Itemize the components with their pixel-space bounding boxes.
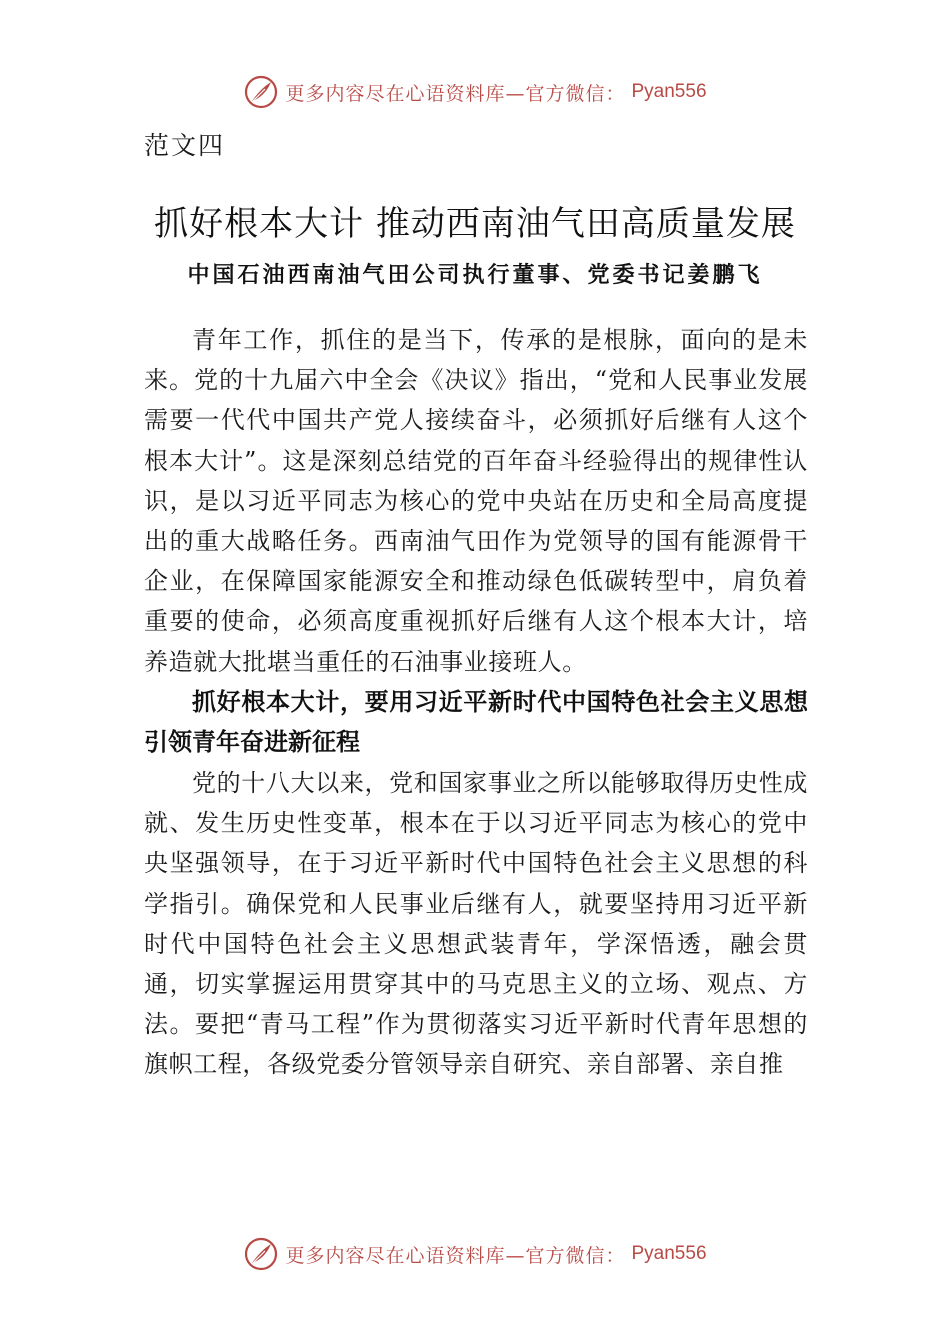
- watermark-text: 更多内容尽在心语资料库—官方微信：: [285, 1244, 626, 1267]
- feather-logo-icon: [243, 74, 279, 110]
- section-heading-1: 抓好根本大计，要用习近平新时代中国特色社会主义思想引领青年奋进新征程: [144, 688, 808, 756]
- watermark-contact: Pyan556: [631, 1243, 707, 1264]
- feather-logo-icon: [243, 1236, 279, 1272]
- paragraph-1: 青年工作，抓住的是当下，传承的是根脉，面向的是未来。党的十九届六中全会《决议》指出，“党和人民事业发展需要一代代中国共产党人接续奋斗，必须抓好后继有人这个根本大计”。这是深刻总结党的百年奋斗经验得出的规律性认识，是以习近平同志为核心的党中央站在历史和全局高度提出的重大战略任务。西南油气田作为党领导的国有能源骨干企业，在保障国家能源安全和推动绿色低碳转型中，肩负着重要的使命，必须高度重视抓好后继有人这个根本大计，培养造就大批堪当重任的石油事业接班人。: [144, 326, 808, 676]
- footer-watermark: [0, 1234, 950, 1274]
- header-watermark: [0, 72, 950, 112]
- document-title: 抓好根本大计 推动西南油气田高质量发展: [154, 204, 796, 244]
- paragraph-2: 党的十八大以来，党和国家事业之所以能够取得历史性成就、发生历史性变革，根本在于以习近平同志为核心的党中央坚强领导，在于习近平新时代中国特色社会主义思想的科学指引。确保党和人民事业后继有人，就要坚持用习近平新时代中国特色社会主义思想武装青年，学深悟透，融会贯通，切实掌握运用贯穿其中的马克思主义的立场、观点、方法。要把“青马工程”作为贯彻落实习近平新时代青年思想的旗帜工程，各级党委分管领导亲自研究、亲自部署、亲自推: [144, 769, 808, 1079]
- watermark-contact: Pyan556: [631, 81, 707, 102]
- document-label: 范文四: [144, 131, 226, 160]
- document-subtitle: 中国石油西南油气田公司执行董事、党委书记姜鹏飞: [187, 262, 763, 288]
- watermark-text: 更多内容尽在心语资料库—官方微信：: [285, 82, 626, 105]
